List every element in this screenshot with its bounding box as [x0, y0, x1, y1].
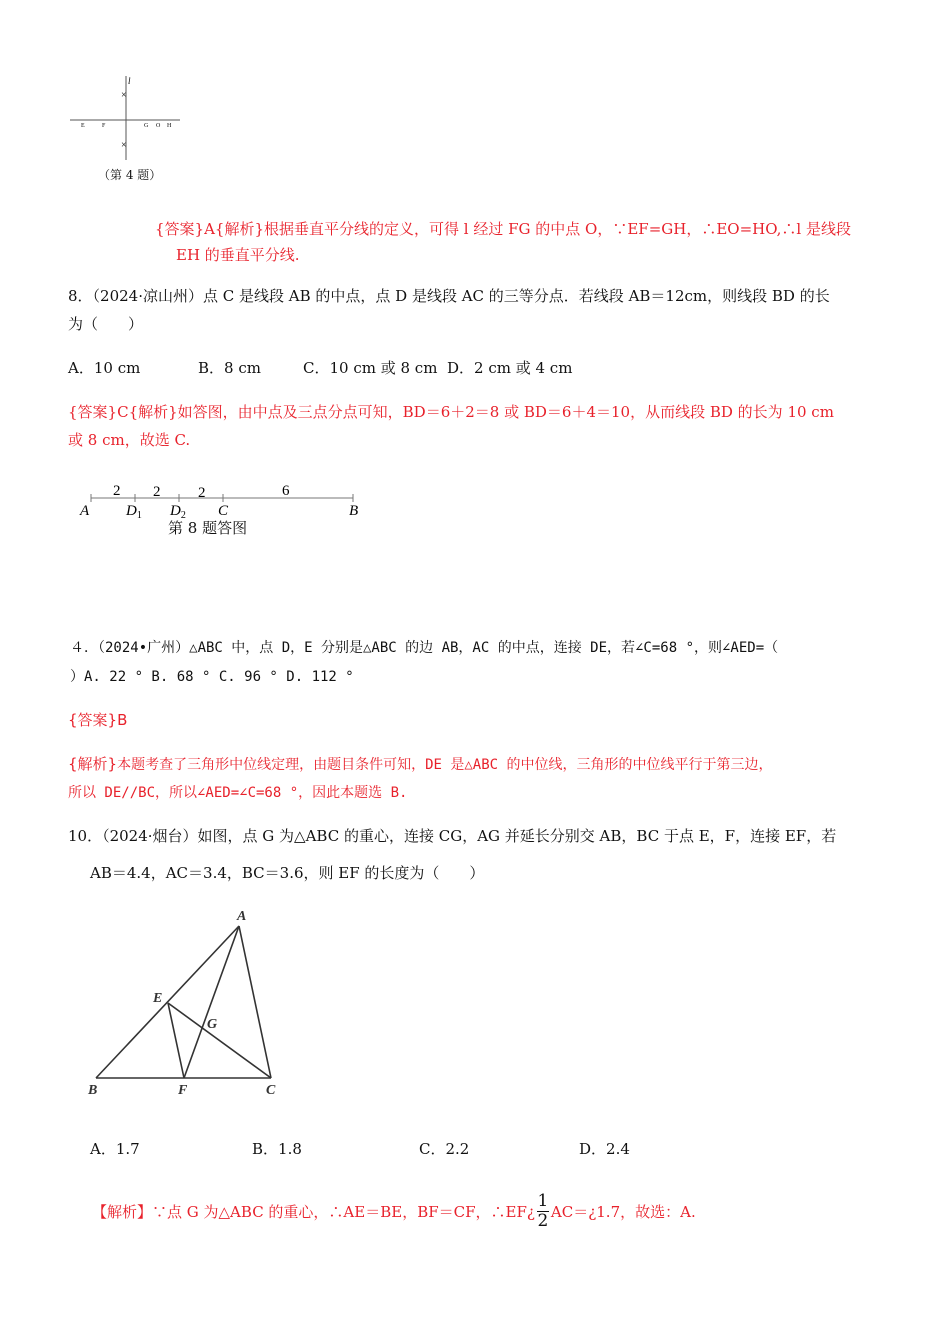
q8-line2: 为（ ） [68, 315, 144, 333]
q4-analysis-line2: 所以 DE//BC，所以∠AED=∠C=68 °，因此本题选 B. [68, 785, 408, 801]
q10-analysis [92, 1188, 696, 1234]
q10-fraction [537, 1192, 549, 1231]
vertex-C: C [266, 1083, 276, 1098]
point-G: G [207, 1017, 218, 1032]
cross-mark-top: × [121, 90, 127, 101]
q4-analysis-line1 [68, 753, 773, 774]
point-C: C [218, 503, 229, 519]
q10-option-a: A．1.7 [90, 1140, 140, 1158]
side-AC [239, 926, 271, 1078]
tick-E: E [81, 123, 85, 129]
figure-q10 [80, 900, 300, 1100]
point-F: F [178, 1083, 188, 1098]
q10-analysis-prefix: 【解析】∵点 G 为△ABC 的重心，∴AE＝BE，BF＝CF，∴EF¿ [92, 1202, 535, 1221]
tick-G: G [144, 123, 149, 129]
tick-F: F [102, 123, 106, 129]
segment-label-3: 2 [198, 485, 206, 501]
q4-analysis-text1: 本题考查了三角形中位线定理，由题目条件可知，DE 是△ABC 的中位线，三角形的中位线平行于第三边， [117, 757, 773, 773]
q8-option-a: A．10 cm [68, 359, 141, 377]
point-E: E [153, 991, 163, 1006]
q4-line1: ４．（2024•广州）△ABC 中，点 D，E 分别是△ABC 的边 AB，AC 的中点，连接 DE，若∠C=68 °，则∠AED=（ [70, 640, 779, 656]
q10-option-d: D．2.4 [579, 1140, 630, 1158]
q10-option-b: B．1.8 [252, 1140, 302, 1158]
point-D1: $D_1$ [126, 503, 142, 521]
segment-label-4: 6 [282, 483, 290, 499]
q4-line2: ）A. 22 ° B. 68 ° C. 96 ° D. 112 ° [70, 669, 354, 685]
tick-H: H [167, 123, 172, 129]
tick-O: O [156, 123, 161, 129]
vertex-A: A [237, 909, 247, 924]
q8-option-c: C．10 cm 或 8 cm [303, 359, 438, 377]
q8-line1: 8．（2024·凉山州）点 C 是线段 AB 的中点，点 D 是线段 AC 的三等分点．若线段 AB＝12cm，则线段 BD 的长 [68, 287, 830, 305]
q7-answer-line2: EH 的垂直平分线. [176, 246, 300, 264]
q10-option-c: C．2.2 [419, 1140, 470, 1158]
side-AB [96, 926, 239, 1078]
point-B: B [349, 503, 359, 519]
q8-fig-caption: 第 8 题答图 [168, 519, 248, 537]
segment-label-1: 2 [113, 483, 121, 499]
q10-fraction-numerator: 1 [537, 1190, 549, 1211]
fig4-caption: （第 4 题） [98, 168, 162, 182]
median-AF [184, 926, 239, 1078]
q10-analysis-suffix: AC＝¿1.7，故选：A. [550, 1202, 696, 1221]
median-CE [168, 1003, 271, 1078]
q4-analysis-tag: {解析} [68, 755, 118, 773]
label-l: l [128, 76, 131, 86]
q8-answer-line1: {答案}C{解析}如答图，由中点及三点分点可知，BD＝6＋2＝8 或 BD＝6＋4＝10，从而线段 BD 的长为 10 cm [68, 403, 834, 421]
q10-fraction-denominator: 2 [537, 1210, 549, 1231]
q8-answer-line2: 或 8 cm，故选 C. [68, 431, 191, 449]
q10-line2: AB＝4.4，AC＝3.4，BC＝3.6，则 EF 的长度为（ ） [90, 864, 485, 882]
q8-option-b: B．8 cm [198, 359, 261, 377]
q8-option-d: D．2 cm 或 4 cm [447, 359, 573, 377]
q7-answer-line1: {答案}A{解析}根据垂直平分线的定义，可得 l 经过 FG 的中点 O，∵EF=GH，∴EO=HO,∴l 是线段 [155, 220, 851, 238]
q10-line1: 10．（2024·烟台）如图，点 G 为△ABC 的重心，连接 CG，AG 并延长分别交 AB，BC 于点 E，F，连接 EF，若 [68, 827, 837, 845]
point-D2: $D_2$ [170, 503, 186, 521]
segment-label-2: 2 [153, 484, 161, 500]
q4-answer: {答案}B [68, 711, 128, 729]
point-A: A [80, 503, 90, 519]
vertex-B: B [88, 1083, 98, 1098]
segment-EF [168, 1003, 184, 1078]
cross-mark-bottom: × [121, 140, 127, 151]
